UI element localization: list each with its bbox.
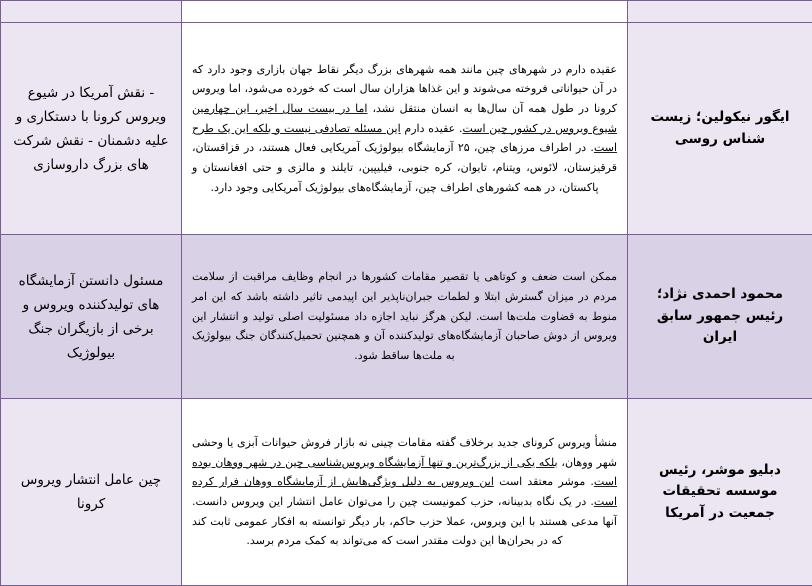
role-cell (1, 1, 182, 23)
person-cell (628, 23, 812, 235)
table-row (1, 235, 812, 399)
table-row (1, 1, 812, 23)
statement-text: . در اطراف مرزهای چین، ۲۵ آزمایشگاه بیولوژیک آمریکایی فعال هستند، در قزاقستان، قرقیزستان، لائوس، ویتنام، تایوان، کره جنوبی، فیلیپین، تایلند و مالزی و حتی افغانستان و پاکستان، در همه کشورهای اطراف چین، آزمایشگاه‌های بیولوژیک آمریکایی وجود دارد. (192, 141, 617, 193)
statement-text: . در یک نگاه بدبینانه، حزب کمونیست چین را می‌توان عامل انتشار این ویروس دانست. آنها مدعی هستند با این ویروس، عملا حزب حاکم، بار دیگر توانسته به افکار عمومی ثابت کند که در بحران‌ها این دولت مقتدر است که می‌تواند به کمک مردم برسد. (192, 495, 617, 547)
role-cell (1, 23, 182, 235)
person-cell (628, 399, 812, 586)
statement-underline: اما در بیست سال اخیر، این چهارمین شیوع ویروس در کشور چین است (192, 102, 617, 135)
person-cell (628, 235, 812, 399)
statement-text: منشأ ویروس کرونای جدید برخلاف گفته مقامات چینی نه بازار فروش حیوانات آبزی یا وحشی شهر ووهان، (192, 436, 617, 469)
statement-text: ممکن است ضعف و کوتاهی یا تقصیر مقامات کشورها در انجام وظایف مراقبت از سلامت مردم در میزان گسترش ابتلا و لطمات جبران‌ناپذیر این اپیدمی تاثیر داشته باشد که این امر منوط به قضاوت ملت‌ها است. لیکن هرگز نباید اجازه داد مسئولیت اصلی تولید و انتشار این ویروس از دوش صاحبان آزمایشگاه‌های تولیدکننده آن و همچنین تحمیل‌کنندگان جنگ بیولوژیک به ملت‌ها ساقط شود. (192, 270, 617, 362)
role-cell (1, 235, 182, 399)
table-row (1, 23, 812, 235)
statement-text: . عقیده دارم (401, 122, 463, 135)
role-text: - نقش آمریکا در شیوع ویروس کرونا با دستکاری و علیه دشمنان - نقش شرکت های بزرگ داروسازی (13, 85, 168, 173)
statement-cell (182, 399, 628, 586)
person-name: دبلیو موشر، رئیس موسسه تحقیقات جمعیت در آمریکا (659, 462, 781, 521)
statement-cell (182, 235, 628, 399)
statement-underline: این مسئله تصادفی نیست و بلکه این یک طرح است (192, 122, 617, 155)
person-name: ایگور نیکولین؛ زیست شناس روسی (650, 109, 789, 147)
person-name: محمود احمدی نژاد؛ رئیس جمهور سابق ایران (657, 286, 783, 345)
role-text: چین عامل انتشار ویروس کرونا (21, 472, 161, 512)
statement-text: . موشر معتقد است (494, 475, 594, 488)
statement-text: عقیده دارم در شهرهای چین مانند همه شهرهای بزرگ دیگر نقاط جهان بازاری وجود دارد که در آن حیواناتی فروخته می‌شوند و این غذاها هزاران سال است که خورده می‌شود، اما ویروس کرونا در طول همه آن سال‌ها به انسان منتقل نشد، (192, 63, 617, 115)
statement-underline: بلکه یکی از بزرگ‌ترین و تنها آزمایشگاه ویروس‌شناسی چین در شهر ووهان بوده است (192, 456, 617, 489)
table-row (1, 399, 812, 586)
role-cell (1, 399, 182, 586)
statement-cell (182, 23, 628, 235)
person-cell (628, 1, 812, 23)
role-text: مسئول دانستن آزمایشگاه های تولیدکننده ویروس و برخی از بازیگران جنگ بیولوژیک (19, 273, 164, 361)
statement-underline: این ویروس به دلیل ویژگی‌هایش از آزمایشگاه ووهان فرار کرده است (192, 475, 617, 508)
statement-cell (182, 1, 628, 23)
